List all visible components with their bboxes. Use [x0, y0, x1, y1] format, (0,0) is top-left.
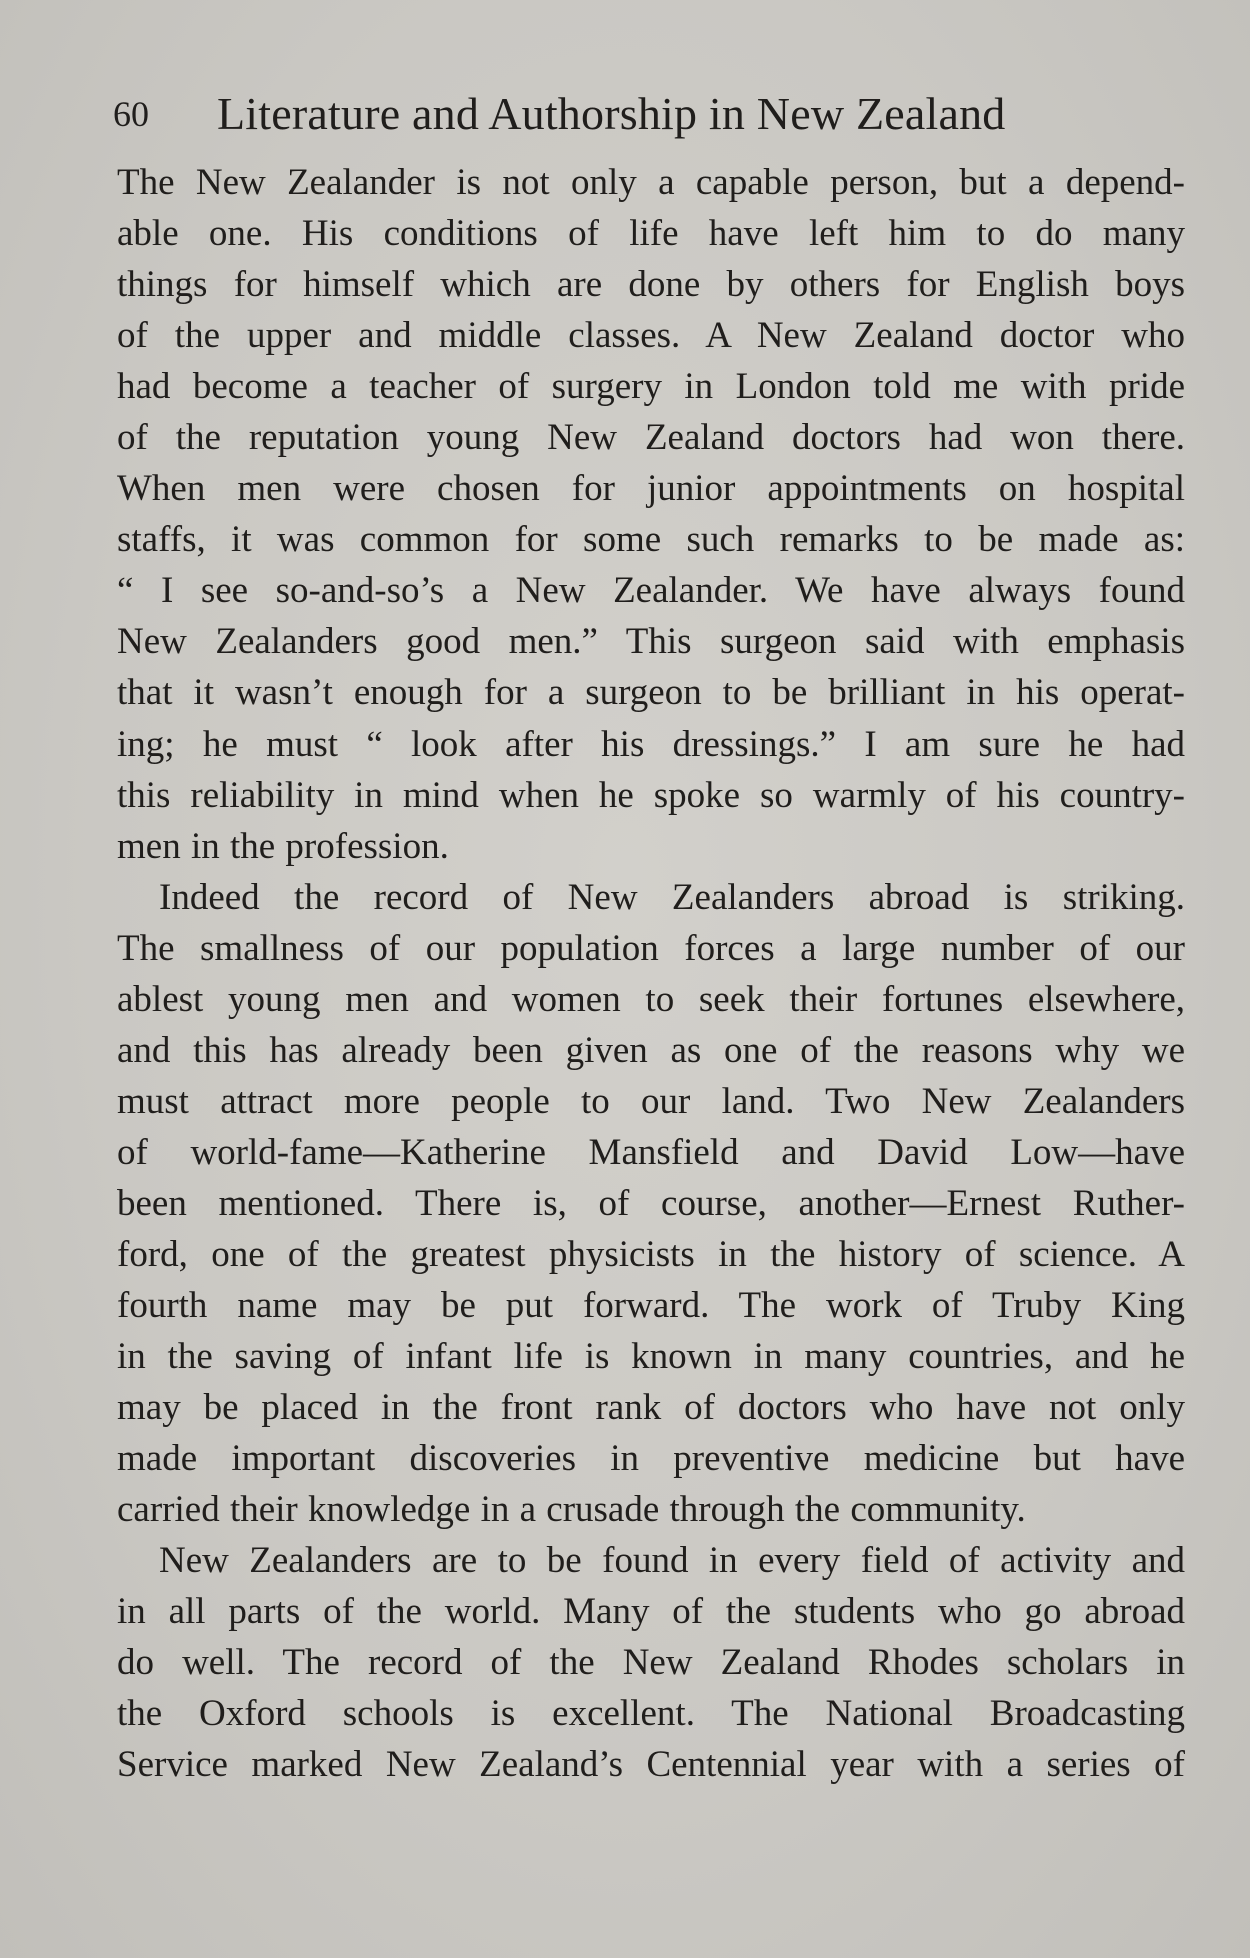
text-line: The smallness of our population forces a large number of our [117, 927, 1185, 969]
text-line: of the upper and middle classes. A New Zealand doctor who [117, 315, 1185, 357]
text-line: The New Zealander is not only a capable person, but a depend- [117, 162, 1185, 203]
text-line: ablest young men and women to seek their fortunes elsewhere, [117, 978, 1185, 1020]
text-line: things for himself which are done by others for English boys [117, 264, 1185, 306]
text-line: that it wasn’t enough for a surgeon to be brilliant in his operat- [117, 672, 1185, 714]
text-line: in all parts of the world. Many of the students who go abroad [117, 1591, 1185, 1633]
text-line: When men were chosen for junior appointments on hospital [117, 468, 1185, 510]
text-line: fourth name may be put forward. The work of Truby King [117, 1285, 1185, 1327]
text-line: may be placed in the front rank of doctors who have not only [117, 1387, 1185, 1429]
text-line: and this has already been given as one of the reasons why we [117, 1029, 1185, 1071]
running-title: Literature and Authorship in New Zealand [217, 88, 1006, 139]
text-line: must attract more people to our land. Two New Zealanders [117, 1080, 1185, 1122]
text-line: the Oxford schools is excellent. The National Broadcasting [117, 1693, 1185, 1735]
text-line: do well. The record of the New Zealand Rhodes scholars in [117, 1642, 1185, 1684]
text-line: able one. His conditions of life have left him to do many [117, 213, 1185, 255]
text-line: made important discoveries in preventive medicine but have [117, 1438, 1185, 1480]
running-header [113, 86, 1188, 142]
text-line: Service marked New Zealand’s Centennial year with a series of [117, 1744, 1185, 1786]
text-line: Indeed the record of New Zealanders abroad is striking. [159, 876, 1185, 918]
text-line: New Zealanders good men.” This surgeon said with emphasis [117, 621, 1185, 663]
text-line: of world-fame—Katherine Mansfield and David Low—have [117, 1131, 1185, 1173]
body-text [117, 157, 1185, 1791]
text-line: carried their knowledge in a crusade through the community. [117, 1489, 1026, 1531]
text-line: had become a teacher of surgery in London told me with pride [117, 366, 1185, 408]
text-line: of the reputation young New Zealand doctors had won there. [117, 417, 1185, 459]
text-line: men in the profession. [117, 825, 449, 867]
text-line: been mentioned. There is, of course, another—Ernest Ruther- [117, 1182, 1185, 1224]
text-line: ford, one of the greatest physicists in the history of science. A [117, 1233, 1185, 1275]
text-line: staffs, it was common for some such remarks to be made as: [117, 519, 1185, 561]
text-line: in the saving of infant life is known in many countries, and he [117, 1336, 1185, 1378]
text-line: ing; he must “ look after his dressings.” I am sure he had [117, 723, 1185, 765]
text-line: “ I see so-and-so’s a New Zealander. We have always found [117, 570, 1185, 612]
text-line: New Zealanders are to be found in every field of activity and [159, 1540, 1185, 1582]
page-number: 60 [113, 94, 149, 134]
text-line: this reliability in mind when he spoke so warmly of his country- [117, 774, 1185, 816]
